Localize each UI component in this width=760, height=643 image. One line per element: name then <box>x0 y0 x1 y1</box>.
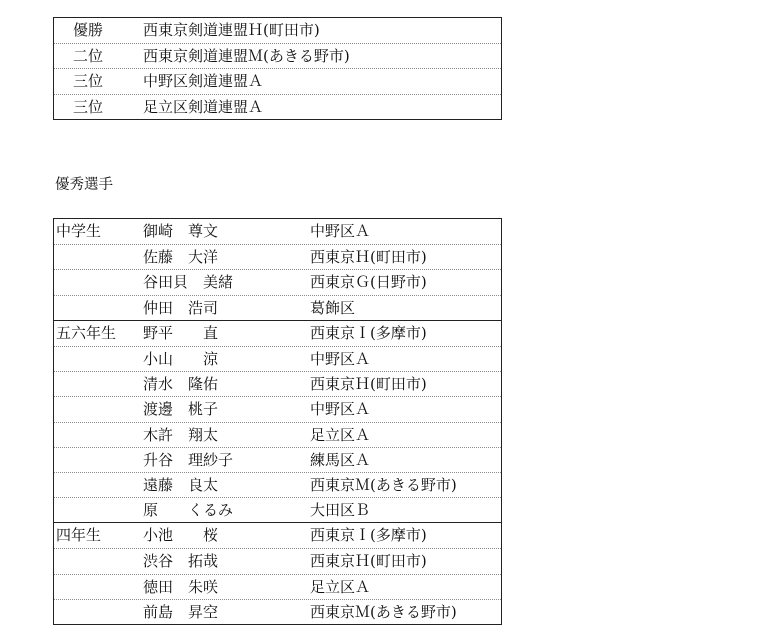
award-group-label: 四年生 <box>56 526 102 545</box>
result-rank: 二位 <box>72 47 103 66</box>
player-name: 徳田 朱咲 <box>143 577 219 596</box>
player-name: 清水 隆佑 <box>143 375 219 394</box>
player-name: 谷田貝 美緒 <box>143 273 234 292</box>
player-row <box>54 548 501 573</box>
team-results-table <box>53 17 502 120</box>
result-row <box>54 68 501 93</box>
outstanding-players-table <box>53 218 502 625</box>
player-row <box>54 574 501 599</box>
result-rank: 優勝 <box>72 21 103 39</box>
player-team: 大田区Ｂ <box>310 501 371 520</box>
player-name: 仲田 浩司 <box>143 298 219 317</box>
player-team: 足立区Ａ <box>310 425 371 444</box>
player-team: 西東京Ｇ(日野市) <box>310 273 427 292</box>
result-rank: 三位 <box>72 72 103 91</box>
player-row <box>54 371 501 396</box>
player-row <box>54 599 501 624</box>
awards-heading: 優秀選手 <box>55 177 113 193</box>
player-team: 西東京Ｈ(町田市) <box>310 248 427 267</box>
player-name: 御崎 尊文 <box>143 222 219 240</box>
result-rank: 三位 <box>72 97 103 116</box>
result-team: 中野区剣道連盟Ａ <box>143 72 264 91</box>
player-name: 原 くるみ <box>143 501 234 520</box>
player-row <box>54 321 501 346</box>
player-row <box>54 219 501 244</box>
player-name: 野平 直 <box>143 323 219 342</box>
player-row <box>54 396 501 421</box>
player-row <box>54 523 501 548</box>
player-team: 葛飾区 <box>310 298 356 317</box>
award-group <box>54 320 501 523</box>
award-group-label: 中学生 <box>56 222 102 240</box>
player-row <box>54 295 501 320</box>
player-team: 西東京Ｍ(あきる野市) <box>310 602 457 621</box>
player-name: 渋谷 拓哉 <box>143 552 219 571</box>
player-row <box>54 422 501 447</box>
player-name: 前島 昇空 <box>143 602 219 621</box>
result-row <box>54 94 501 119</box>
player-team: 足立区Ａ <box>310 577 371 596</box>
player-row <box>54 447 501 472</box>
player-team: 西東京Ｉ(多摩市) <box>310 323 427 342</box>
player-name: 木許 翔太 <box>143 425 219 444</box>
player-row <box>54 244 501 269</box>
player-team: 西東京Ｈ(町田市) <box>310 375 427 394</box>
player-team: 西東京Ｍ(あきる野市) <box>310 475 457 494</box>
result-row <box>54 18 501 43</box>
award-group-label: 五六年生 <box>56 323 117 342</box>
player-row <box>54 269 501 294</box>
result-row <box>54 43 501 68</box>
award-group <box>54 219 501 320</box>
player-name: 佐藤 大洋 <box>143 248 219 267</box>
player-team: 中野区Ａ <box>310 222 371 240</box>
player-name: 渡邊 桃子 <box>143 400 219 419</box>
player-row <box>54 497 501 522</box>
result-team: 西東京剣道連盟Ｈ(町田市) <box>143 21 320 39</box>
player-team: 練馬区Ａ <box>310 450 371 469</box>
player-row <box>54 472 501 497</box>
player-team: 中野区Ａ <box>310 400 371 419</box>
player-team: 中野区Ａ <box>310 349 371 368</box>
player-team: 西東京Ｉ(多摩市) <box>310 526 427 545</box>
result-team: 西東京剣道連盟Ｍ(あきる野市) <box>143 47 350 66</box>
player-name: 升谷 理紗子 <box>143 450 234 469</box>
player-row <box>54 346 501 371</box>
award-group <box>54 522 501 624</box>
player-name: 小山 涼 <box>143 349 219 368</box>
player-name: 小池 桜 <box>143 526 219 545</box>
player-name: 遠藤 良太 <box>143 475 219 494</box>
result-team: 足立区剣道連盟Ａ <box>143 97 264 116</box>
player-team: 西東京Ｈ(町田市) <box>310 552 427 571</box>
